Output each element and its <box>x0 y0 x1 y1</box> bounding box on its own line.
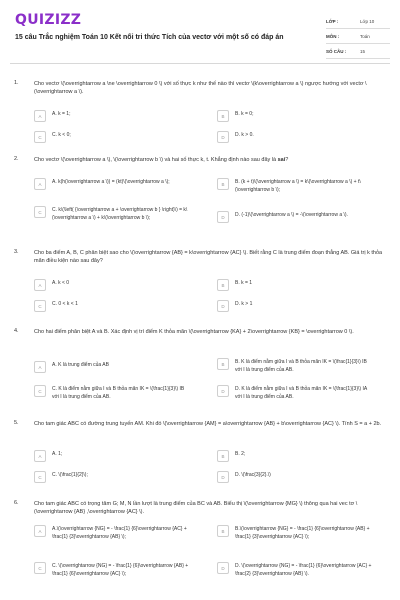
option-b[interactable] <box>217 110 375 122</box>
question-emphasis: sai <box>277 157 286 163</box>
option-letter: D <box>217 131 229 143</box>
option-letter: C <box>34 300 46 312</box>
option-a[interactable] <box>34 279 192 291</box>
option-text: D. \(\frac{3}{2}.\) <box>235 472 271 478</box>
option-text: A.\(\overrightarrow {NG} = - \frac{1} {6}\overrightarrow {AC} + \frac{1} {3}\overrightarrow {AB} \); <box>52 526 187 540</box>
option-letter: C <box>34 206 46 218</box>
option-c[interactable] <box>34 300 192 312</box>
option-text: B. K là điểm nằm giữa I và B thỏa mãn IK = \(\frac{1}{3}\) IB với I là trung điểm của AB. <box>235 359 367 373</box>
option-letter: C <box>34 131 46 143</box>
option-text: B. k = 1 <box>235 280 253 286</box>
meta-row-subject <box>326 29 390 44</box>
option-text: A. k = 1; <box>52 111 71 117</box>
option-c[interactable] <box>34 471 192 483</box>
option-text: A. K là trung điểm của AB <box>52 362 109 368</box>
question-number: 6. <box>14 500 19 506</box>
option-letter: D <box>217 471 229 483</box>
option-letter: B <box>217 178 229 190</box>
option-a[interactable] <box>34 178 192 190</box>
option-a[interactable] <box>34 450 192 462</box>
option-text: D. k > 1 <box>235 301 253 307</box>
question-text <box>34 156 384 164</box>
option-d[interactable] <box>217 471 375 483</box>
option-b[interactable] <box>217 450 375 462</box>
option-letter: D <box>217 211 229 223</box>
option-text: B. 2; <box>235 451 246 457</box>
option-text: B. (k + t)\(\overrightarrow a \) = k\(\overrightarrow a \) + t\(\overrightarrow b \); <box>235 179 361 193</box>
option-text: B.\(\overrightarrow {NG} = - \frac{1} {6}\overrightarrow {AB} + \frac{1} {3}\overrightarrow {AC} \); <box>235 526 370 540</box>
option-text: C. k < 0; <box>52 132 71 138</box>
option-letter: A <box>34 279 46 291</box>
option-letter: C <box>34 562 46 574</box>
option-d[interactable] <box>217 562 375 578</box>
option-letter: A <box>34 525 46 537</box>
question-text-main: Cho vectơ \(\overrightarrow a \), \(\overrightarrow b \) và hai số thực k, t. Khẳng định nào sau đây là <box>34 157 278 163</box>
option-d[interactable] <box>217 385 375 401</box>
option-a[interactable] <box>34 110 192 122</box>
option-letter: B <box>217 450 229 462</box>
question-number: 5. <box>14 420 19 426</box>
option-c[interactable] <box>34 206 192 222</box>
option-d[interactable] <box>217 131 375 143</box>
header-divider <box>10 63 390 64</box>
option-d[interactable] <box>217 300 375 312</box>
option-text: A. 1; <box>52 451 63 457</box>
option-b[interactable] <box>217 358 375 374</box>
option-letter: D <box>217 385 229 397</box>
option-text: D. K là điểm nằm giữa I và B thỏa mãn IK = \(\frac{1}{3}\) IA với I là trung điểm của AB. <box>235 386 367 400</box>
option-text: A. k < 0 <box>52 280 70 286</box>
option-letter: C <box>34 471 46 483</box>
meta-value: Toán <box>360 33 370 39</box>
option-b[interactable] <box>217 178 375 194</box>
document-title: 15 câu Trắc nghiệm Toán 10 Kết nối tri thức Tích của vectơ với một số có đáp án <box>15 34 284 41</box>
option-text: D. (-1)\(\overrightarrow a \) = -\(\overrightarrow a \). <box>235 212 348 218</box>
question-text: Cho vectơ \(\overrightarrow a \ne \overrightarrow 0 \) với số thực k như thế nào thì vectơ \(k\overrightarrow a \) ngược hướng với vectơ \(\overrightarrow a \). <box>34 81 367 95</box>
question-text: Cho hai điểm phân biệt A và B. Xác định vị trí điểm K thỏa mãn \(\overrightarrow {KA} + 2\overrightarrow {KB} = \overrightarrow 0 \). <box>34 329 354 335</box>
option-letter: B <box>217 525 229 537</box>
question-number: 3. <box>14 249 19 255</box>
option-b[interactable] <box>217 279 375 291</box>
option-letter: A <box>34 178 46 190</box>
question-text: Cho tam giác ABC có đường trung tuyến AM. Khi đó \(\overrightarrow {AM} = a\overrightarrow {AB} + b\overrightarrow {AC} \). Tính S = a + 2b. <box>34 421 382 427</box>
meta-value: 15 <box>360 48 366 54</box>
option-letter: B <box>217 110 229 122</box>
question-number: 1. <box>14 80 19 86</box>
option-text: C. \(\overrightarrow {NG} = - \frac{1} {6}\overrightarrow {AB} + \frac{1} {6}\overrightarrow {AC} \); <box>52 563 189 577</box>
option-text: D. k > 0. <box>235 132 254 138</box>
option-text: B. k = 0; <box>235 111 254 117</box>
option-b[interactable] <box>217 525 375 541</box>
option-text: C. 0 < k < 1 <box>52 301 78 307</box>
option-a[interactable] <box>34 361 192 373</box>
question-text: Cho tam giác ABC có trọng tâm G; M, N lần lượt là trung điểm của BC và AB. Biểu thị \(\overrightarrow {MG} \) thông qua hai vec tơ \(\overrightarrow {AB} ,\overrightarrow {AC} \). <box>34 501 358 515</box>
option-letter: A <box>34 361 46 373</box>
meta-label: SỐ CÂU : <box>326 48 347 54</box>
option-letter: B <box>217 279 229 291</box>
option-letter: C <box>34 385 46 397</box>
option-letter: D <box>217 300 229 312</box>
meta-label: LỚP : <box>326 18 339 24</box>
question-text: Cho ba điểm A, B, C phân biệt sao cho \(\overrightarrow {AB} = k\overrightarrow {AC} \). Biết rằng C là trung điểm đoạn thẳng AB. Giá trị k thỏa mãn điều kiện nào sau đây? <box>34 250 383 264</box>
option-letter: D <box>217 562 229 574</box>
question-number: 4. <box>14 328 19 334</box>
option-a[interactable] <box>34 525 192 541</box>
option-letter: A <box>34 450 46 462</box>
worksheet-header <box>0 0 400 62</box>
option-text: C. K là điểm nằm giữa I và B thỏa mãn IK = \(\frac{1}{3}\) IB với I là trung điểm của AB. <box>52 386 185 400</box>
option-c[interactable] <box>34 131 192 143</box>
option-c[interactable] <box>34 562 192 578</box>
option-text: D. \(\overrightarrow {NG} = - \frac{1} {6}\overrightarrow {AC} + \frac{2} {3}\overrightarrow {AB} \). <box>235 563 372 577</box>
meta-table <box>326 14 390 59</box>
option-text: C. k\(\left( {\overrightarrow a + \overrightarrow b } \right)\) = k\(\overrightarrow a \) + k\(\overrightarrow b \); <box>52 207 188 221</box>
option-text: C. \(\frac{1}{2}\); <box>52 472 88 478</box>
option-c[interactable] <box>34 385 192 401</box>
meta-value: Lớp 10 <box>360 18 375 24</box>
meta-label: MÔN : <box>326 33 340 39</box>
question-number: 2. <box>14 156 19 162</box>
question-text-end: ? <box>285 157 289 163</box>
meta-row-count <box>326 44 390 59</box>
option-text: A. k(h(\overrightarrow a \)) = (kt)\(\overrightarrow a \); <box>52 179 170 185</box>
option-letter: A <box>34 110 46 122</box>
quizizz-logo: QUIZIZZ <box>15 12 82 28</box>
option-letter: B <box>217 358 229 370</box>
option-d[interactable] <box>217 211 375 223</box>
meta-row-class <box>326 14 390 29</box>
